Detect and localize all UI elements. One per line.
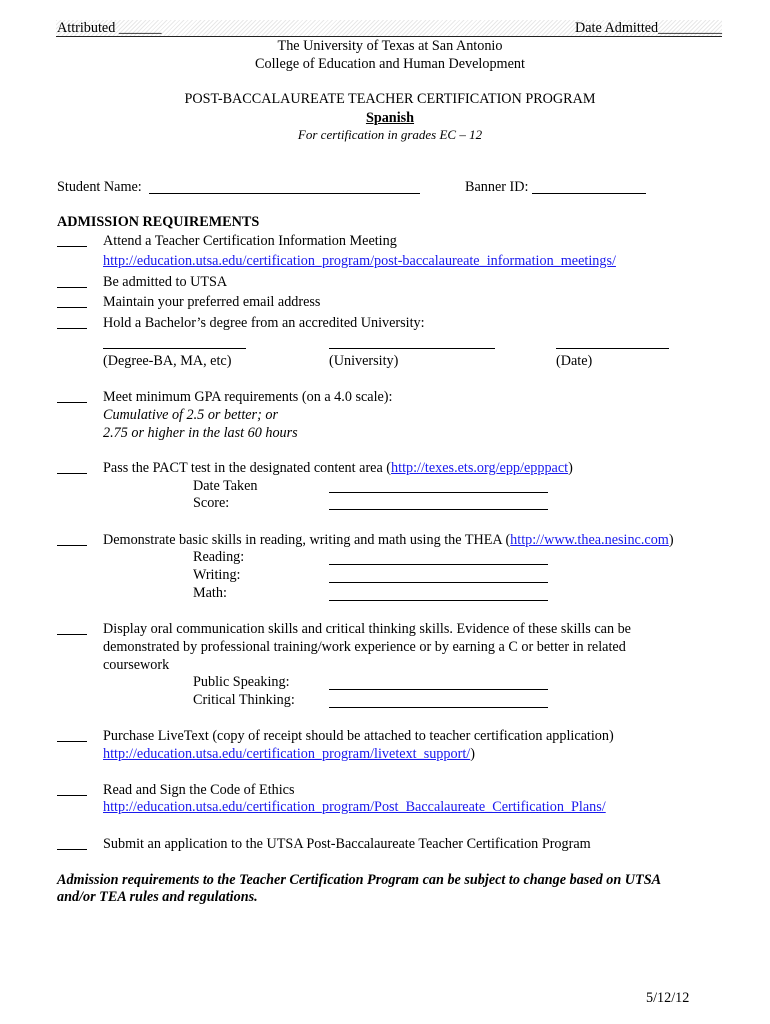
- student-name-label: Student Name:: [57, 179, 142, 195]
- checkbox-blank: [57, 545, 87, 546]
- livetext-link[interactable]: http://education.utsa.edu/certification_program/livetext_support/: [103, 746, 471, 762]
- banner-id-line: [532, 193, 646, 194]
- college-name: College of Education and Human Development: [255, 56, 525, 72]
- disclaimer-line-1: Admission requirements to the Teacher Certification Program can be subject to change based on UTSA: [57, 872, 662, 888]
- req-info-meeting: Attend a Teacher Certification Information Meeting: [103, 233, 397, 249]
- degree-caption: (Degree-BA, MA, etc): [103, 353, 232, 369]
- public-speaking-label: Public Speaking:: [193, 674, 290, 690]
- req-admitted: Be admitted to UTSA: [103, 274, 228, 290]
- date-line: [556, 348, 669, 349]
- subject-title: Spanish: [365, 110, 415, 126]
- req-pact: Pass the PACT test in the designated content area (http://texes.ets.org/epp/epppact): [103, 460, 573, 476]
- banner-id-label: Banner ID:: [465, 179, 529, 195]
- university-caption: (University): [329, 353, 399, 369]
- req-thea: Demonstrate basic skills in reading, writing and math using the THEA (http://www.thea.nesinc.com): [103, 532, 674, 548]
- public-speaking-line: [329, 689, 548, 690]
- student-name-line: [149, 193, 420, 194]
- university-name: The University of Texas at San Antonio: [277, 38, 503, 54]
- req-oral-line-2: demonstrated by professional training/work experience or by earning a C or better in related: [103, 639, 626, 655]
- grades-note: For certification in grades EC – 12: [297, 127, 483, 142]
- checkbox-blank: [57, 328, 87, 329]
- checkbox-blank: [57, 849, 87, 850]
- writing-line: [329, 582, 548, 583]
- pact-link[interactable]: http://texes.ets.org/epp/epppact: [391, 460, 569, 476]
- reading-line: [329, 564, 548, 565]
- checkbox-blank: [57, 287, 87, 288]
- livetext-link-row: http://education.utsa.edu/certification_program/livetext_support/): [103, 746, 475, 762]
- req-bachelors: Hold a Bachelor’s degree from an accredited University:: [103, 315, 425, 331]
- score-line: [329, 509, 548, 510]
- req-email: Maintain your preferred email address: [103, 294, 321, 310]
- revision-date: 5/12/12: [646, 990, 690, 1006]
- checkbox-blank: [57, 634, 87, 635]
- gpa-last-60: 2.75 or higher in the last 60 hours: [103, 425, 298, 441]
- checkbox-blank: [57, 795, 87, 796]
- writing-label: Writing:: [193, 567, 241, 583]
- attributed-field: Attributed ______: [57, 20, 162, 36]
- ethics-link[interactable]: http://education.utsa.edu/certification_program/Post_Baccalaureate_Certification_Plans/: [103, 799, 606, 815]
- checkbox-blank: [57, 402, 87, 403]
- gpa-cumulative: Cumulative of 2.5 or better; or: [103, 407, 278, 423]
- date-caption: (Date): [556, 353, 593, 369]
- checkbox-blank: [57, 307, 87, 308]
- req-gpa: Meet minimum GPA requirements (on a 4.0 scale):: [103, 389, 393, 405]
- req-oral-line-3: coursework: [103, 657, 170, 673]
- math-line: [329, 600, 548, 601]
- checkbox-blank: [57, 246, 87, 247]
- score-label: Score:: [193, 495, 230, 511]
- checkbox-blank: [57, 741, 87, 742]
- req-submit: Submit an application to the UTSA Post-Baccalaureate Teacher Certification Program: [103, 836, 591, 852]
- info-meeting-link[interactable]: http://education.utsa.edu/certification_program/post-baccalaureate_information_meetings/: [103, 253, 616, 269]
- req-livetext: Purchase LiveText (copy of receipt should be attached to teacher certification application): [103, 728, 614, 744]
- date-admitted-field: Date Admitted_________: [575, 20, 722, 36]
- disclaimer-line-2: and/or TEA rules and regulations.: [57, 889, 258, 905]
- section-title: ADMISSION REQUIREMENTS: [57, 214, 260, 230]
- req-ethics: Read and Sign the Code of Ethics: [103, 782, 295, 798]
- date-taken-label: Date Taken: [193, 478, 258, 494]
- checkbox-blank: [57, 473, 87, 474]
- req-oral-line-1: Display oral communication skills and critical thinking skills. Evidence of these skills can be: [103, 621, 631, 637]
- date-taken-line: [329, 492, 548, 493]
- university-line: [329, 348, 495, 349]
- math-label: Math:: [193, 585, 227, 601]
- program-title: POST-BACCALAUREATE TEACHER CERTIFICATION PROGRAM: [184, 91, 596, 107]
- critical-thinking-label: Critical Thinking:: [193, 692, 295, 708]
- degree-line: [103, 348, 246, 349]
- thea-link[interactable]: http://www.thea.nesinc.com: [510, 532, 669, 548]
- reading-label: Reading:: [193, 549, 245, 565]
- critical-thinking-line: [329, 707, 548, 708]
